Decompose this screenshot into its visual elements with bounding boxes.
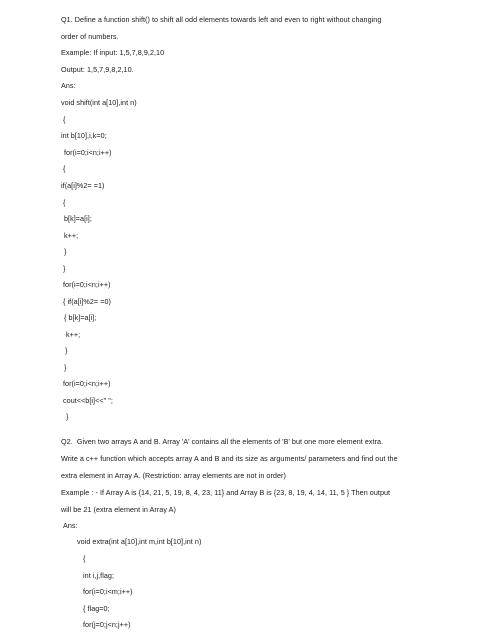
q1-code-line: void shift(int a[10],int n)	[61, 98, 137, 107]
q1-code-line: k++;	[64, 231, 79, 240]
q1-code-line: {	[63, 164, 66, 173]
q2-code-line: void extra(int a[10],int m,int b[10],int n)	[77, 537, 202, 546]
q1-ans-label: Ans:	[61, 81, 76, 90]
q2-ans-label: Ans:	[63, 521, 78, 530]
q1-code-line: }	[66, 412, 69, 421]
q1-code-line: { if(a[i]%2= =0)	[63, 297, 111, 306]
q1-question-line-1: Q1. Define a function shift() to shift all odd elements towards left and even to right without changing	[61, 15, 382, 24]
q1-code-line: b[k]=a[i];	[64, 214, 92, 223]
q1-code-line: int b[10],i,k=0;	[61, 131, 107, 140]
q1-code-line: for(i=0;i<n;i++)	[64, 148, 112, 157]
q1-question-line-2: order of numbers.	[61, 32, 119, 41]
q1-code-line: k++;	[66, 330, 81, 339]
q1-code-line: {	[63, 198, 66, 207]
q1-code-line: { b[k]=a[i];	[64, 313, 97, 322]
q1-code-line: }	[64, 363, 67, 372]
q1-code-line: for(i=0;i<n;i++)	[63, 379, 111, 388]
q1-code-line: }	[65, 346, 68, 355]
q2-code-line: {	[83, 554, 86, 563]
q2-example-line-2: will be 21 (extra element in Array A)	[61, 505, 176, 514]
q2-example-line-1: Example : - If Array A is {14, 21, 5, 19, 8, 4, 23, 11} and Array B is {23, 8, 19, 4, 14, 11, 5 } Then output	[61, 488, 391, 497]
q2-code-line: { flag=0;	[83, 604, 110, 613]
q2-code-line: for(i=0;i<m;i++)	[83, 587, 133, 596]
q1-code-line: }	[63, 264, 66, 273]
q1-code-line: if(a[i]%2= =1)	[61, 181, 105, 190]
q1-code-line: for(i=0;i<n;i++)	[63, 280, 111, 289]
q1-code-line: {	[63, 115, 66, 124]
q2-question-line-2: Write a c++ function which accepts array A and B and its size as arguments/ parameters and find out the	[61, 454, 398, 463]
q1-code-line: }	[64, 247, 67, 256]
q1-code-line: cout<<b[i]<<" ";	[63, 396, 113, 405]
q2-code-line: for(j=0;j<n;j++)	[83, 620, 131, 629]
q2-question-line-3: extra element in Array A. (Restriction: array elements are not in order)	[61, 471, 286, 480]
q1-example: Example: If input: 1,5,7,8,9,2,10	[61, 48, 165, 57]
q2-question-line-1: Q2. Given two arrays A and B. Array 'A' contains all the elements of 'B' but one more element extra.	[61, 437, 384, 446]
q2-code-line: int i,j,flag;	[83, 571, 115, 580]
q1-output: Output: 1,5,7,9,8,2,10.	[61, 65, 134, 74]
